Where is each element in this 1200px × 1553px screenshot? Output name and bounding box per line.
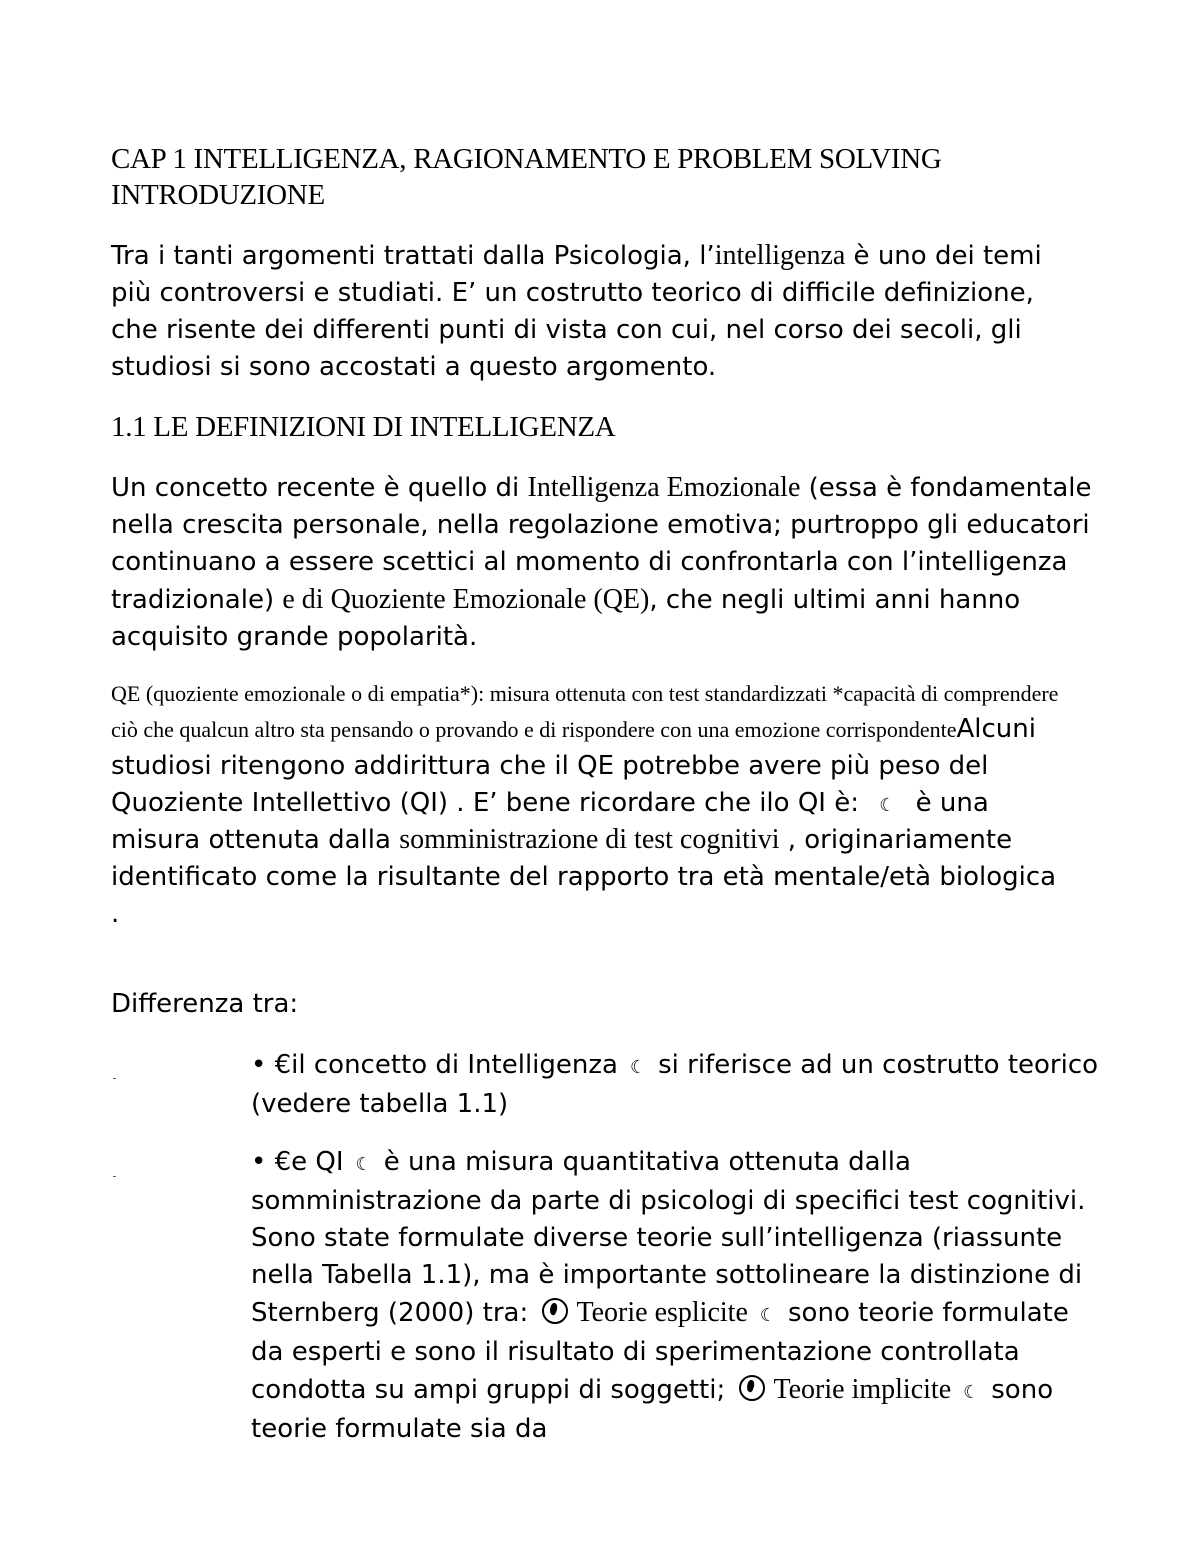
chapter-title-line1: CAP 1 INTELLIGENZA, RAGIONAMENTO E PROBLEM SOLVING (111, 143, 942, 175)
qe-paragraph (111, 676, 1071, 933)
def-text-3: , che negli ultimi anni hanno acquisito grande popolarità. (111, 585, 1021, 652)
globe-icon (542, 1298, 568, 1324)
qe-text-2: è una misura ottenuta dalla (111, 788, 989, 855)
bullet-dot: • (251, 1050, 267, 1080)
intro-text-1: Tra i tanti argomenti trattati dalla Psicologia, l’ (111, 241, 715, 271)
term-teorie-implicite: Teorie implicite (773, 1374, 952, 1405)
section-heading: 1.1 LE DEFINIZIONI DI INTELLIGENZA (111, 411, 616, 443)
bullet-2-text-f: sono teorie formulate sia da (251, 1375, 1054, 1444)
moon-icon: ☾ (629, 1057, 647, 1078)
def-term-qe: e di Quoziente Emozionale (QE) (282, 584, 650, 615)
intro-term-intelligenza: intelligenza (714, 240, 846, 271)
qe-term-test: somministrazione di test cognitivi (399, 824, 780, 855)
list-item (183, 1144, 1103, 1448)
chapter-title (111, 141, 1111, 213)
bullet-dot: • (251, 1147, 267, 1177)
intro-paragraph (111, 237, 1086, 386)
definition-paragraph (111, 469, 1096, 656)
moon-icon: ☾ (963, 1382, 980, 1403)
def-term-ie: Intelligenza Emozionale (527, 472, 801, 503)
list-item (183, 1047, 1103, 1123)
globe-icon (739, 1375, 765, 1401)
bullet-2-text-a: €e QI (274, 1147, 344, 1177)
term-teorie-esplicite: Teorie esplicite (576, 1297, 748, 1328)
difference-label: Differenza tra: (111, 989, 299, 1019)
moon-icon: ☾ (759, 1305, 777, 1326)
moon-icon: ☾ (879, 795, 896, 816)
def-text-1: Un concetto recente è quello di (111, 473, 528, 503)
moon-icon: ☾ (355, 1154, 372, 1175)
bullet-1-text-b: si riferisce ad un costrutto teorico (vedere tabella 1.1) (251, 1050, 1099, 1119)
intro-text-2: è uno dei temi più controversi e studiati. E’ un costrutto teorico di difficile definizione, che risente dei differenti punti di vista con cui, nel corso dei secoli, gli studiosi si sono accostati a questo argomento. (111, 241, 1042, 382)
chapter-title-line2: INTRODUZIONE (111, 179, 325, 211)
bullet-2-text-b: è una misura quantitativa ottenuta dalla somministrazione da parte di psicologi di specifici test cognitivi. Sono state formulate diverse teorie sull’intelligenza (riassunte nella Tabella 1.1), ma è importante sottolineare la distinzione di Sternberg (2000) tra: (251, 1147, 1086, 1328)
def-text-2: (essa è fondamentale nella crescita personale, nella regolazione emotiva; purtroppo gli educatori continuano a essere scettici al momento di confrontarla con l’intelligenza tradizionale) (111, 473, 1092, 615)
margin-mark (113, 1078, 116, 1079)
bullet-2-text-d: sono teorie formulate da esperti e sono il risultato di sperimentazione controllata condotta su ampi gruppi di soggetti; (251, 1298, 1069, 1405)
qe-footnote-text: QE (quoziente emozionale o di empatia*): misura ottenuta con test standardizzati *capacità di comprendere ciò che qualcun altro sta pensando o provando e di rispondere con una emozione corrispondente (111, 681, 1059, 742)
qe-text-3: , originariamente identificato come la risultante del rapporto tra età mentale/età biologica . (111, 825, 1057, 929)
margin-mark (113, 1176, 116, 1177)
qe-text-1: Alcuni studiosi ritengono addirittura che il QE potrebbe avere più peso del Quoziente Intellettivo (QI) . E’ bene ricordare che ilo QI è: (111, 714, 1036, 818)
bullet-1-text-a: €il concetto di Intelligenza (274, 1050, 618, 1080)
